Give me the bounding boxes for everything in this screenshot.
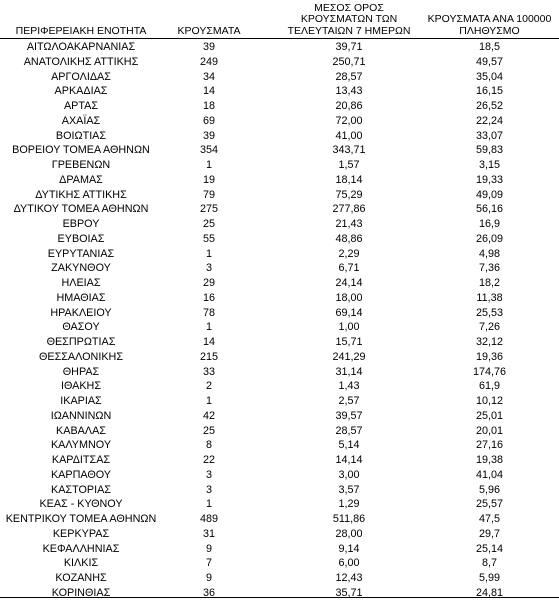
table-row xyxy=(0,497,559,512)
per-100000-cell: 29,7 xyxy=(478,527,500,540)
average-cell: 1,43 xyxy=(338,380,360,393)
cases-cell: 14 xyxy=(202,85,215,98)
average-cell: 250,71 xyxy=(332,55,366,68)
region-cell: ΗΛΕΙΑΣ xyxy=(61,277,101,289)
per-100000-cell: 16,9 xyxy=(478,218,500,230)
average-cell: 6,00 xyxy=(338,557,360,570)
cases-cell: 3 xyxy=(205,483,212,496)
average-cell: 24,14 xyxy=(335,277,363,289)
table-row xyxy=(0,424,559,439)
cases-cell: 79 xyxy=(202,188,215,201)
cases-cell: 39 xyxy=(202,41,215,53)
average-cell: 20,86 xyxy=(335,100,363,112)
average-cell: 18,14 xyxy=(335,173,363,186)
table-row xyxy=(0,586,559,601)
header-per-line2: ΠΛΗΘΥΣΜΟ xyxy=(459,24,520,37)
region-cell: ΕΒΡΟΥ xyxy=(62,218,100,230)
average-cell: 39,71 xyxy=(335,41,363,53)
cases-cell: 16 xyxy=(202,291,215,304)
per-100000-cell: 11,38 xyxy=(476,291,503,304)
average-cell: 1,29 xyxy=(338,498,360,511)
region-cell: ΒΟΡΕΙΟΥ ΤΟΜΕΑ ΑΘΗΝΩΝ xyxy=(12,144,150,157)
table-row xyxy=(0,99,559,114)
cases-cell: 275 xyxy=(199,203,218,216)
per-100000-cell: 25,57 xyxy=(475,498,504,511)
table-row xyxy=(0,55,559,70)
header-cases: ΚΡΟΥΣΜΑΤΑ xyxy=(177,24,241,37)
table-row xyxy=(0,247,559,262)
region-cell: ΚΕΦΑΛΛΗΝΙΑΣ xyxy=(42,542,120,555)
cases-cell: 8 xyxy=(205,439,212,452)
average-cell: 28,00 xyxy=(335,527,363,540)
per-100000-cell: 19,38 xyxy=(475,454,504,466)
per-100000-cell: 32,12 xyxy=(475,336,504,348)
average-cell: 511,86 xyxy=(332,513,366,525)
cases-cell: 78 xyxy=(202,306,215,319)
average-cell: 2,29 xyxy=(338,247,360,260)
header-7day-average xyxy=(279,3,419,38)
header-divider xyxy=(0,38,559,39)
table-row xyxy=(0,84,559,99)
per-100000-cell: 7,26 xyxy=(478,321,500,334)
table-body xyxy=(0,40,559,601)
header-cases-per-100000 xyxy=(420,14,559,37)
per-100000-cell: 26,52 xyxy=(475,100,504,112)
average-cell: 5,14 xyxy=(338,439,360,452)
cases-cell: 33 xyxy=(202,365,215,378)
table-row xyxy=(0,453,559,468)
region-cell: ΑΡΤΑΣ xyxy=(63,100,99,112)
table-row xyxy=(0,365,559,380)
per-100000-cell: 3,15 xyxy=(478,159,500,171)
region-cell: ΚΑΡΔΙΤΣΑΣ xyxy=(51,454,111,466)
cases-cell: 3 xyxy=(205,262,212,275)
cases-cell: 3 xyxy=(205,468,212,481)
average-cell: 277,86 xyxy=(332,203,366,216)
average-cell: 12,43 xyxy=(335,572,363,584)
per-100000-cell: 49,09 xyxy=(475,188,504,201)
per-100000-cell: 25,01 xyxy=(475,409,504,422)
region-cell: ΖΑΚΥΝΘΟΥ xyxy=(51,262,111,275)
region-cell: ΚΑΒΑΛΑΣ xyxy=(56,424,106,437)
average-cell: 75,29 xyxy=(335,188,363,201)
region-cell: ΚΟΖΑΝΗΣ xyxy=(55,572,107,584)
average-cell: 48,86 xyxy=(335,232,363,245)
cases-cell: 14 xyxy=(202,336,215,348)
table-row xyxy=(0,483,559,498)
per-100000-cell: 16,15 xyxy=(475,85,504,98)
average-cell: 1,00 xyxy=(338,321,360,334)
cases-cell: 1 xyxy=(205,498,212,511)
header-avg-line2: ΚΡΟΥΣΜΑΤΩΝ ΤΩΝ xyxy=(300,13,398,25)
per-100000-cell: 19,36 xyxy=(475,350,504,363)
region-cell: ΕΥΡΥΤΑΝΙΑΣ xyxy=(47,247,115,260)
table-row xyxy=(0,394,559,409)
region-cell: ΑΡΚΑΔΙΑΣ xyxy=(54,85,108,98)
cases-cell: 1 xyxy=(205,247,212,260)
table-header xyxy=(0,0,559,38)
average-cell: 39,57 xyxy=(335,409,363,422)
table-row xyxy=(0,335,559,350)
cases-cell: 215 xyxy=(199,350,218,363)
cases-cell: 1 xyxy=(205,395,212,407)
table-row xyxy=(0,291,559,306)
average-cell: 3,00 xyxy=(338,468,360,481)
cases-cell: 34 xyxy=(202,70,215,83)
table-row xyxy=(0,320,559,335)
cases-cell: 36 xyxy=(202,586,215,599)
cases-cell: 9 xyxy=(205,542,212,555)
average-cell: 9,14 xyxy=(338,542,360,555)
table-row xyxy=(0,350,559,365)
region-cell: ΗΡΑΚΛΕΙΟΥ xyxy=(50,306,112,319)
region-cell: ΙΚΑΡΙΑΣ xyxy=(60,395,102,407)
per-100000-cell: 41,04 xyxy=(475,468,504,481)
region-cell: ΙΘΑΚΗΣ xyxy=(60,380,102,393)
region-cell: ΚΕΝΤΡΙΚΟΥ ΤΟΜΕΑ ΑΘΗΝΩΝ xyxy=(5,513,157,525)
region-cell: ΘΕΣΠΡΩΤΙΑΣ xyxy=(46,336,116,348)
region-cell: ΑΡΓΟΛΙΔΑΣ xyxy=(51,70,111,83)
per-100000-cell: 59,83 xyxy=(475,144,504,157)
table-row xyxy=(0,158,559,173)
average-cell: 6,71 xyxy=(338,262,360,275)
per-100000-cell: 33,07 xyxy=(475,129,504,142)
per-100000-cell: 22,24 xyxy=(475,114,504,127)
per-100000-cell: 24,81 xyxy=(475,586,504,599)
per-100000-cell: 27,16 xyxy=(475,439,504,452)
average-cell: 28,57 xyxy=(335,424,363,437)
per-100000-cell: 35,04 xyxy=(475,70,504,83)
region-cell: ΚΙΛΚΙΣ xyxy=(63,557,99,570)
per-100000-cell: 18,2 xyxy=(478,277,500,289)
cases-cell: 69 xyxy=(202,114,215,127)
per-100000-cell: 47,5 xyxy=(478,513,500,525)
average-cell: 13,43 xyxy=(335,85,363,98)
cases-cell: 25 xyxy=(202,424,215,437)
region-cell: ΚΑΛΥΜΝΟΥ xyxy=(50,439,112,452)
table-row xyxy=(0,217,559,232)
per-100000-cell: 56,16 xyxy=(475,203,504,216)
region-cell: ΙΩΑΝΝΙΝΩΝ xyxy=(50,409,112,422)
average-cell: 28,57 xyxy=(335,70,363,83)
region-cell: ΑΙΤΩΛΟΑΚΑΡΝΑΝΙΑΣ xyxy=(26,41,136,53)
per-100000-cell: 61,9 xyxy=(478,380,500,393)
region-cell: ΑΝΑΤΟΛΙΚΗΣ ΑΤΤΙΚΗΣ xyxy=(23,55,139,68)
per-100000-cell: 8,7 xyxy=(481,557,497,570)
region-cell: ΔΥΤΙΚΟΥ ΤΟΜΕΑ ΑΘΗΝΩΝ xyxy=(13,203,149,216)
average-cell: 343,71 xyxy=(332,144,366,157)
region-cell: ΓΡΕΒΕΝΩΝ xyxy=(51,159,111,171)
cases-cell: 489 xyxy=(199,513,218,525)
per-100000-cell: 26,09 xyxy=(475,232,504,245)
average-cell: 35,71 xyxy=(335,586,363,599)
average-cell: 31,14 xyxy=(335,365,363,378)
table-row xyxy=(0,232,559,247)
average-cell: 69,14 xyxy=(335,306,363,319)
cases-cell: 9 xyxy=(205,572,212,584)
region-cell: ΚΑΡΠΑΘΟΥ xyxy=(50,468,112,481)
bottom-divider xyxy=(0,597,559,598)
table-row xyxy=(0,202,559,217)
table-row xyxy=(0,379,559,394)
average-cell: 72,00 xyxy=(335,114,363,127)
cases-cell: 55 xyxy=(202,232,215,245)
table-row xyxy=(0,70,559,85)
region-cell: ΕΥΒΟΙΑΣ xyxy=(57,232,105,245)
cases-cell: 31 xyxy=(202,527,215,540)
average-cell: 41,00 xyxy=(335,129,363,142)
per-100000-cell: 7,36 xyxy=(478,262,500,275)
average-cell: 15,71 xyxy=(335,336,363,348)
table-row xyxy=(0,512,559,527)
table-row xyxy=(0,173,559,188)
table-row xyxy=(0,556,559,571)
average-cell: 241,29 xyxy=(332,350,366,363)
region-cell: ΚΕΡΚΥΡΑΣ xyxy=(52,527,110,540)
average-cell: 14,14 xyxy=(335,454,363,466)
header-region: ΠΕΡΙΦΕΡΕΙΑΚΗ ΕΝΟΤΗΤΑ xyxy=(15,24,147,37)
region-cell: ΒΟΙΩΤΙΑΣ xyxy=(55,129,107,142)
cases-cell: 249 xyxy=(199,55,218,68)
per-100000-cell: 19,33 xyxy=(475,173,504,186)
table-row xyxy=(0,438,559,453)
header-avg-line3: ΤΕΛΕΥΤΑΙΩΝ 7 ΗΜΕΡΩΝ xyxy=(287,24,411,37)
header-avg-line1: ΜΕΣΟΣ ΟΡΟΣ xyxy=(314,1,384,14)
table-row xyxy=(0,261,559,276)
average-cell: 18,00 xyxy=(335,291,363,304)
cases-cell: 42 xyxy=(202,409,215,422)
table-row xyxy=(0,468,559,483)
cases-cell: 1 xyxy=(205,321,212,334)
region-cell: ΚΑΣΤΟΡΙΑΣ xyxy=(51,483,111,496)
average-cell: 21,43 xyxy=(335,218,363,230)
per-100000-cell: 5,99 xyxy=(478,572,500,584)
per-100000-cell: 5,96 xyxy=(478,483,500,496)
per-100000-cell: 49,57 xyxy=(475,55,504,68)
per-100000-cell: 4,98 xyxy=(478,247,500,260)
cases-cell: 2 xyxy=(205,380,212,393)
table-row xyxy=(0,527,559,542)
per-100000-cell: 25,53 xyxy=(475,306,504,319)
region-cell: ΑΧΑΪΑΣ xyxy=(61,114,101,127)
average-cell: 2,57 xyxy=(338,395,360,407)
cases-cell: 7 xyxy=(205,557,212,570)
table-row xyxy=(0,276,559,291)
table-row xyxy=(0,188,559,203)
table-row xyxy=(0,114,559,129)
region-cell: ΘΗΡΑΣ xyxy=(62,365,100,378)
per-100000-cell: 18,5 xyxy=(478,41,500,53)
per-100000-cell: 10,12 xyxy=(475,395,504,407)
per-100000-cell: 20,01 xyxy=(475,424,504,437)
cases-cell: 1 xyxy=(205,159,212,171)
table-row xyxy=(0,571,559,586)
table-row xyxy=(0,409,559,424)
per-100000-cell: 25,14 xyxy=(475,542,504,555)
table-row xyxy=(0,40,559,55)
region-cell: ΚΟΡΙΝΘΙΑΣ xyxy=(51,586,111,599)
average-cell: 1,57 xyxy=(338,159,360,171)
region-cell: ΗΜΑΘΙΑΣ xyxy=(56,291,106,304)
cases-cell: 354 xyxy=(199,144,218,157)
per-100000-cell: 174,76 xyxy=(472,365,507,378)
average-cell: 3,57 xyxy=(338,483,360,496)
header-per-line1: ΚΡΟΥΣΜΑΤΑ ΑΝΑ 100000 xyxy=(427,13,552,25)
cases-cell: 18 xyxy=(202,100,215,112)
table-row xyxy=(0,306,559,321)
cases-cell: 29 xyxy=(202,277,215,289)
region-cell: ΔΥΤΙΚΗΣ ΑΤΤΙΚΗΣ xyxy=(35,188,127,201)
region-cell: ΔΡΑΜΑΣ xyxy=(59,173,103,186)
table-row xyxy=(0,129,559,144)
cases-cell: 19 xyxy=(202,173,215,186)
cases-cell: 25 xyxy=(202,218,215,230)
region-cell: ΚΕΑΣ - ΚΥΘΝΟΥ xyxy=(39,498,123,511)
table-row xyxy=(0,542,559,557)
region-cell: ΘΕΣΣΑΛΟΝΙΚΗΣ xyxy=(38,350,123,363)
table-row xyxy=(0,143,559,158)
cases-cell: 39 xyxy=(202,129,215,142)
cases-cell: 22 xyxy=(202,454,215,466)
region-cell: ΘΑΣΟΥ xyxy=(62,321,100,334)
